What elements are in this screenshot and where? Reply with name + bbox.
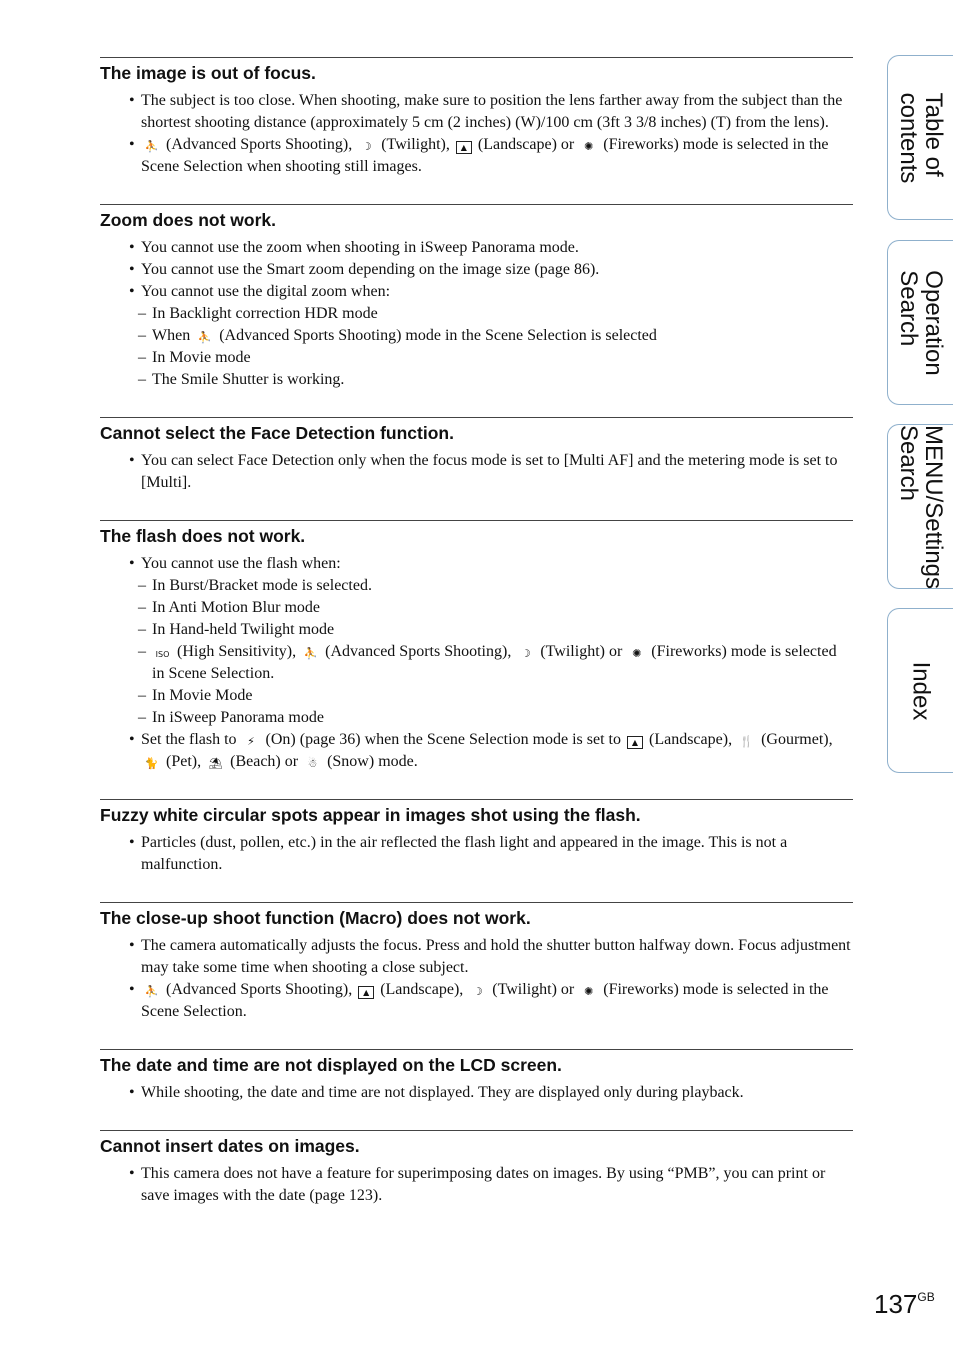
landscape-icon: ▲ xyxy=(358,986,374,999)
section-title: Fuzzy white circular spots appear in images shot using the flash. xyxy=(100,805,641,825)
list-item: • The camera automatically adjusts the focus. Press and hold the shutter button halfway down. Focus adjustment may take some time when shooting a close subject. xyxy=(100,935,853,979)
twilight-icon: ☽ xyxy=(361,140,372,153)
landscape-icon: ▲ xyxy=(456,141,472,154)
gourmet-icon: 🍴 xyxy=(739,735,754,748)
list-subitem: – In Hand-held Twilight mode xyxy=(100,619,853,641)
list-subitem: – The Smile Shutter is working. xyxy=(100,369,853,391)
list-item: • While shooting, the date and time are not displayed. They are displayed only during playback. xyxy=(100,1082,853,1104)
tab-label: MENU/Settings Search xyxy=(894,424,947,589)
page-content xyxy=(100,57,853,1233)
fireworks-icon: ✺ xyxy=(632,647,642,660)
section-face-detection xyxy=(100,417,853,494)
page-number: $137^{GB}$ xyxy=(874,1289,935,1319)
section-macro xyxy=(100,902,853,1023)
section-flash xyxy=(100,520,853,773)
section-title: The image is out of focus. xyxy=(100,63,316,83)
advanced-sports-icon: ⛹ xyxy=(144,985,159,998)
section-title: Cannot select the Face Detection function. xyxy=(100,423,454,443)
flash-on-icon: ⚡ xyxy=(247,735,255,748)
list-subitem: – ISO (High Sensitivity), ⛹ (Advanced Sports Shooting), ☽ (Twilight) or ✺ (Fireworks) mode is selected in Scene Selection. xyxy=(100,641,853,685)
beach-icon: ⛱ xyxy=(208,757,223,770)
list-item: • The subject is too close. When shooting, make sure to position the lens farther away from the subject than the shortest shooting distance (approximately 5 cm (2 inches) (W)/100 cm (3ft 3 3/8 inches) (T) from the lens). xyxy=(100,90,853,134)
landscape-icon: ▲ xyxy=(627,736,643,749)
section-title: The date and time are not displayed on the LCD screen. xyxy=(100,1055,562,1075)
section-title: Cannot insert dates on images. xyxy=(100,1136,360,1156)
twilight-icon: ☽ xyxy=(472,985,483,998)
high-sensitivity-icon: ISO xyxy=(155,650,170,659)
list-subitem: – In Backlight correction HDR mode xyxy=(100,303,853,325)
advanced-sports-icon: ⛹ xyxy=(144,140,159,153)
tab-operation-search[interactable] xyxy=(887,240,953,405)
pet-icon: 🐈 xyxy=(144,757,159,770)
list-item: • You cannot use the zoom when shooting in iSweep Panorama mode. xyxy=(100,237,853,259)
advanced-sports-icon: ⛹ xyxy=(303,647,318,660)
list-subitem: – In Movie Mode xyxy=(100,685,853,707)
tab-label: Table of contents xyxy=(894,92,947,183)
section-date-display xyxy=(100,1049,853,1104)
list-subitem: – In iSweep Panorama mode xyxy=(100,707,853,729)
tab-label: Index xyxy=(907,661,934,720)
list-subitem: – When ⛹ (Advanced Sports Shooting) mode in the Scene Selection is selected xyxy=(100,325,853,347)
list-item: • You cannot use the Smart zoom depending on the image size (page 86). xyxy=(100,259,853,281)
advanced-sports-icon: ⛹ xyxy=(197,331,212,344)
list-item: • You cannot use the digital zoom when: xyxy=(100,281,853,303)
list-item: • Particles (dust, pollen, etc.) in the air reflected the flash light and appeared in the image. This is not a malfunction. xyxy=(100,832,853,876)
section-title: Zoom does not work. xyxy=(100,210,276,230)
tab-index[interactable] xyxy=(887,608,953,773)
list-subitem: – In Anti Motion Blur mode xyxy=(100,597,853,619)
section-zoom xyxy=(100,204,853,391)
section-title: The close-up shoot function (Macro) does not work. xyxy=(100,908,531,928)
list-item: • You cannot use the flash when: xyxy=(100,553,853,575)
tab-label: Operation Search xyxy=(894,269,947,376)
fireworks-icon: ✺ xyxy=(584,140,594,153)
list-item: • ⛹ (Advanced Sports Shooting), ☽ (Twilight), ▲ (Landscape) or ✺ (Fireworks) mode is selected in the Scene Selection when shooting still images. xyxy=(100,134,853,178)
section-white-spots xyxy=(100,799,853,876)
list-subitem: – In Burst/Bracket mode is selected. xyxy=(100,575,853,597)
tab-table-of-contents[interactable] xyxy=(887,55,953,220)
list-item: • You can select Face Detection only when the focus mode is set to [Multi AF] and the metering mode is set to [Multi]. xyxy=(100,450,853,494)
snow-icon: ☃ xyxy=(307,757,318,770)
list-item: • ⛹ (Advanced Sports Shooting), ▲ (Landscape), ☽ (Twilight) or ✺ (Fireworks) mode is selected in the Scene Selection. xyxy=(100,979,853,1023)
section-insert-dates xyxy=(100,1130,853,1207)
twilight-icon: ☽ xyxy=(520,647,531,660)
fireworks-icon: ✺ xyxy=(584,985,594,998)
section-title: The flash does not work. xyxy=(100,526,306,546)
section-out-of-focus xyxy=(100,57,853,178)
list-item: • Set the flash to ⚡ (On) (page 36) when the Scene Selection mode is set to ▲ (Landscape), 🍴 (Gourmet), 🐈 (Pet), ⛱ (Beach) or ☃ (Snow) mode. xyxy=(100,729,853,773)
list-item: • This camera does not have a feature for superimposing dates on images. By using “PMB”, you can print or save images with the date (page 123). xyxy=(100,1163,853,1207)
list-subitem: – In Movie mode xyxy=(100,347,853,369)
tab-menu-settings-search[interactable] xyxy=(887,424,953,589)
